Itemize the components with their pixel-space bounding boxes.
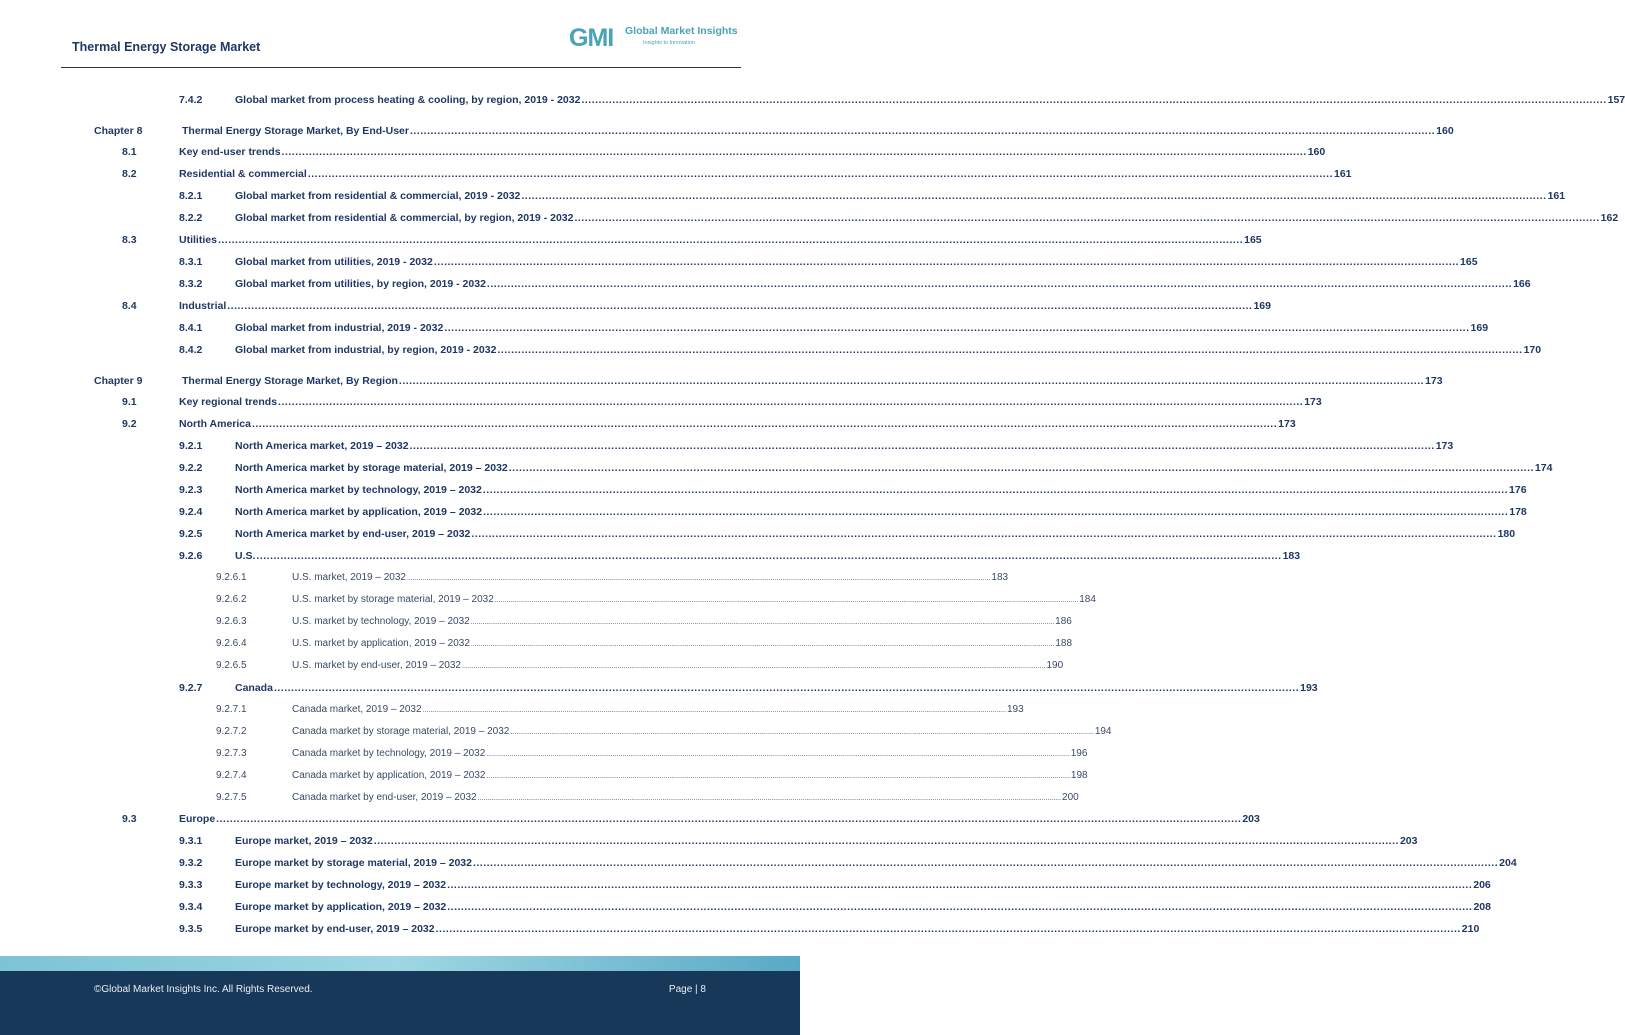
toc-entry-title: Residential & commercial [179,168,307,180]
toc-dot-leader: ............................................................................................................................................................................................................................................................................................................ [281,146,1307,158]
toc-entry-number: 8.4.2 [179,344,203,356]
toc-entry-title: U.S. market by technology, 2019 – 2032 [292,616,470,627]
toc-entry-number: 9.3 [122,813,137,825]
document-title: Thermal Energy Storage Market [72,40,261,54]
toc-entry-number: 9.2.7 [179,682,203,694]
toc-entry[interactable] [179,190,1566,206]
toc-entry[interactable] [179,322,1489,338]
toc-dot-leader: ............................................................................................................................................................................................................................................................................................................ [472,857,1499,869]
toc-entry-number: 9.2.1 [179,440,203,452]
footer-accent-band [0,956,800,972]
toc-entry[interactable] [179,94,1625,110]
footer-page-number: Page | 8 [668,984,706,995]
toc-entry-number: 8.2 [122,168,137,180]
toc-entry-number: 9.3.1 [179,835,203,847]
toc-dot-leader: ............................................................................................................................................................................................................................................................................................................ [486,278,1513,290]
toc-dot-leader: ............................................................................................................................................................................................................................................................................................................ [217,234,1244,246]
toc-entry-title: Europe market by application, 2019 – 2032 [235,901,447,913]
toc-entry-page: 178 [1509,506,1527,518]
toc-entry-page: 173 [1278,418,1296,430]
toc-entry-number: 9.3.5 [179,923,203,935]
toc-entry-title: Europe market by end-user, 2019 – 2032 [235,923,435,935]
logo-mark: GMI [569,24,614,52]
toc-entry-page: 193 [1007,704,1024,715]
toc-entry-page: 183 [991,572,1009,583]
toc-entry-title: North America market by application, 2019 – 2032 [235,506,483,518]
toc-entry-number: 9.3.4 [179,901,203,913]
toc-entry-title: Europe market by storage material, 2019 – 2032 [235,857,472,869]
toc-entry[interactable] [216,594,1096,610]
toc-dot-leader: ............................................................................................................................................................................................................................................................................................................ [483,506,1509,518]
logo-tagline: Insights to Innovation [643,40,695,46]
toc-entry-number: 9.2.7.1 [216,704,247,715]
toc-entry-page: 206 [1473,879,1491,891]
toc-dot-leader: ............................................................................................................................................................................................................................................................................................................ [398,375,1425,387]
toc-dot-leader: ............................................................................................................................................................................................................................................................................................................ [486,773,1070,780]
toc-entry[interactable] [122,146,1326,162]
toc-entry-title: North America market by end-user, 2019 – 2032 [235,528,471,540]
toc-chapter-entry[interactable] [94,375,1443,391]
toc-entry-page: 196 [1070,748,1088,759]
toc-entry-page: 160 [1307,146,1326,158]
toc-entry-title: U.S. [235,550,256,562]
toc-entry-title: Global market from residential & commercial, by region, 2019 - 2032 [235,212,574,224]
toc-entry-title: Global market from process heating & cooling, by region, 2019 - 2032 [235,94,581,106]
toc-entry[interactable] [122,168,1352,184]
toc-dot-leader: ............................................................................................................................................................................................................................................................................................................ [477,795,1062,802]
toc-entry[interactable] [216,572,1009,588]
toc-dot-leader: ............................................................................................................................................................................................................................................................................................................ [447,901,1473,913]
toc-entry-number: 9.2.2 [179,462,203,474]
toc-entry-page: 180 [1497,528,1516,540]
toc-entry[interactable] [179,256,1478,272]
toc-entry[interactable] [122,300,1271,316]
toc-dot-leader: ............................................................................................................................................................................................................................................................................................................ [482,484,1509,496]
toc-entry-title: Canada market by application, 2019 – 2032 [292,770,486,781]
toc-entry[interactable] [179,440,1454,456]
toc-entry-title: Global market from industrial, 2019 - 2032 [235,322,444,334]
toc-dot-leader: ............................................................................................................................................................................................................................................................................................................ [433,256,1460,268]
toc-entry-title: Canada market by end-user, 2019 – 2032 [292,792,477,803]
toc-entry-number: 8.4.1 [179,322,203,334]
toc-entry-title: North America [179,418,251,430]
company-logo [569,24,738,52]
toc-entry-page: 169 [1470,322,1489,334]
toc-dot-leader: ............................................................................................................................................................................................................................................................................................................ [307,168,1333,180]
toc-entry[interactable] [216,770,1088,786]
toc-entry[interactable] [179,344,1542,360]
toc-entry-page: 204 [1499,857,1517,869]
toc-entry-number: 8.3 [122,234,137,246]
toc-entry-title: North America market, 2019 – 2032 [235,440,409,452]
toc-entry[interactable] [216,616,1072,632]
toc-entry-title: Canada market by storage material, 2019 – 2032 [292,726,510,737]
toc-entry-title: Canada market, 2019 – 2032 [292,704,422,715]
toc-dot-leader: ............................................................................................................................................................................................................................................................................................................ [462,663,1046,670]
toc-entry-title: North America market by technology, 2019 – 2032 [235,484,482,496]
toc-entry-page: 210 [1461,923,1480,935]
toc-entry-page: 170 [1523,344,1542,356]
toc-dot-leader: ............................................................................................................................................................................................................................................................................................................ [471,528,1497,540]
toc-entry-number: 7.4.2 [179,94,203,106]
toc-entry-page: 157 [1607,94,1625,106]
toc-dot-leader: ............................................................................................................................................................................................................................................................................................................ [406,575,991,582]
toc-entry-page: 194 [1094,726,1112,737]
toc-entry-title: Global market from utilities, by region, 2019 - 2032 [235,278,486,290]
toc-entry-number: 9.2.4 [179,506,203,518]
toc-entry-number: 9.2.7.5 [216,792,247,803]
toc-entry-number: 8.3.2 [179,278,203,290]
toc-entry-number: 9.2.6.2 [216,594,247,605]
toc-dot-leader: ............................................................................................................................................................................................................................................................................................................ [494,597,1079,604]
toc-entry[interactable] [179,212,1619,228]
toc-dot-leader: ............................................................................................................................................................................................................................................................................................................ [251,418,1278,430]
toc-dot-leader: ............................................................................................................................................................................................................................................................................................................ [422,707,1006,714]
toc-entry-page: 186 [1055,616,1072,627]
toc-entry-title: Canada market by technology, 2019 – 2032 [292,748,486,759]
logo-name: Global Market Insights [625,25,738,37]
toc-dot-leader: ............................................................................................................................................................................................................................................................................................................ [574,212,1600,224]
toc-entry-title: U.S. market by storage material, 2019 – 2032 [292,594,494,605]
toc-dot-leader: ............................................................................................................................................................................................................................................................................................................ [497,344,1523,356]
toc-entry-page: 183 [1282,550,1301,562]
toc-entry-page: 184 [1079,594,1096,605]
toc-entry-page: 174 [1534,462,1553,474]
toc-entry-title: Canada [235,682,273,694]
toc-entry-page: 165 [1244,234,1262,246]
toc-entry-page: 166 [1513,278,1531,290]
toc-entry-title: Key regional trends [179,396,278,408]
toc-entry[interactable] [122,813,1260,829]
toc-entry-title: Utilities [179,234,217,246]
toc-entry[interactable] [216,726,1112,742]
toc-entry-title: Thermal Energy Storage Market, By Region [182,375,398,387]
toc-entry-number: 9.2.6 [179,550,203,562]
toc-entry-page: 203 [1242,813,1260,825]
toc-entry[interactable] [216,638,1073,654]
toc-dot-leader: ............................................................................................................................................................................................................................................................................................................ [447,879,1473,891]
toc-dot-leader: ............................................................................................................................................................................................................................................................................................................ [216,813,1242,825]
toc-entry-number: Chapter 9 [94,375,143,387]
footer-copyright: ©Global Market Insights Inc. All Rights Reserved. [94,984,313,995]
toc-entry-page: 198 [1070,770,1088,781]
toc-entry-page: 169 [1253,300,1271,312]
toc-entry-number: 9.2 [122,418,137,430]
toc-entry[interactable] [179,835,1418,851]
toc-entry-title: U.S. market by end-user, 2019 – 2032 [292,660,461,671]
toc-dot-leader: ............................................................................................................................................................................................................................................................................................................ [373,835,1399,847]
toc-entry-number: 8.2.2 [179,212,203,224]
toc-entry[interactable] [179,278,1531,294]
toc-entry[interactable] [179,923,1480,939]
toc-dot-leader: ............................................................................................................................................................................................................................................................................................................ [444,322,1470,334]
toc-entry-number: 9.2.6.4 [216,638,247,649]
toc-entry[interactable] [122,396,1322,412]
toc-entry-title: Key end-user trends [179,146,281,158]
toc-entry-title: Europe [179,813,216,825]
toc-dot-leader: ............................................................................................................................................................................................................................................................................................................ [521,190,1547,202]
toc-entry-number: 9.2.7.3 [216,748,247,759]
toc-entry[interactable] [122,234,1262,250]
toc-entry-number: Chapter 8 [94,125,143,137]
toc-entry-title: U.S. market by application, 2019 – 2032 [292,638,470,649]
toc-entry[interactable] [179,528,1516,544]
toc-entry-number: 9.3.2 [179,857,203,869]
toc-entry-title: Global market from industrial, by region, 2019 - 2032 [235,344,497,356]
toc-entry-number: 9.3.3 [179,879,203,891]
toc-dot-leader: ............................................................................................................................................................................................................................................................................................................ [410,125,1436,137]
toc-entry-page: 162 [1600,212,1619,224]
toc-chapter-entry[interactable] [94,125,1454,141]
toc-entry-title: Europe market, 2019 – 2032 [235,835,373,847]
toc-entry-page: 165 [1460,256,1478,268]
toc-entry[interactable] [216,748,1088,764]
toc-entry-title: Industrial [179,300,227,312]
toc-entry-page: 190 [1046,660,1064,671]
toc-entry-page: 161 [1333,168,1352,180]
toc-dot-leader: ............................................................................................................................................................................................................................................................................................................ [278,396,1304,408]
toc-entry-page: 160 [1436,125,1454,137]
toc-dot-leader: ............................................................................................................................................................................................................................................................................................................ [581,94,1607,106]
toc-entry-page: 161 [1547,190,1566,202]
toc-entry[interactable] [179,682,1318,698]
toc-entry[interactable] [179,857,1517,873]
toc-entry-title: Global market from residential & commercial, 2019 - 2032 [235,190,521,202]
toc-entry-page: 208 [1473,901,1491,913]
toc-dot-leader: ............................................................................................................................................................................................................................................................................................................ [435,923,1461,935]
toc-entry[interactable] [179,506,1527,522]
toc-entry-page: 176 [1509,484,1527,496]
toc-entry-page: 173 [1435,440,1454,452]
toc-entry-page: 200 [1062,792,1079,803]
toc-entry[interactable] [216,704,1024,720]
toc-entry-page: 173 [1425,375,1443,387]
toc-entry-number: 8.3.1 [179,256,203,268]
toc-entry-title: U.S. market, 2019 – 2032 [292,572,406,583]
page-footer [0,971,800,1035]
toc-entry[interactable] [216,792,1079,808]
toc-dot-leader: ............................................................................................................................................................................................................................................................................................................ [227,300,1253,312]
toc-entry[interactable] [179,484,1527,500]
toc-entry-number: 9.2.7.4 [216,770,247,781]
toc-dot-leader: ............................................................................................................................................................................................................................................................................................................ [273,682,1300,694]
toc-entry-number: 9.2.6.5 [216,660,247,671]
toc-dot-leader: ............................................................................................................................................................................................................................................................................................................ [256,550,1282,562]
toc-entry-page: 203 [1399,835,1418,847]
toc-dot-leader: ............................................................................................................................................................................................................................................................................................................ [508,462,1534,474]
toc-entry-number: 8.4 [122,300,137,312]
toc-dot-leader: ............................................................................................................................................................................................................................................................................................................ [486,751,1070,758]
toc-entry-number: 9.2.6.3 [216,616,247,627]
header-divider [61,67,741,68]
toc-entry-number: 9.2.6.1 [216,572,247,583]
toc-entry-number: 9.2.5 [179,528,203,540]
toc-entry-page: 173 [1304,396,1322,408]
toc-entry-page: 193 [1300,682,1318,694]
toc-entry-number: 8.1 [122,146,137,158]
toc-dot-leader: ............................................................................................................................................................................................................................................................................................................ [470,641,1055,648]
toc-entry-number: 9.1 [122,396,137,408]
toc-dot-leader: ............................................................................................................................................................................................................................................................................................................ [510,729,1094,736]
toc-entry[interactable] [179,901,1491,917]
toc-entry-page: 188 [1055,638,1073,649]
toc-entry[interactable] [179,550,1301,566]
toc-entry-title: Global market from utilities, 2019 - 2032 [235,256,433,268]
toc-dot-leader: ............................................................................................................................................................................................................................................................................................................ [409,440,1435,452]
toc-entry-title: Europe market by technology, 2019 – 2032 [235,879,447,891]
toc-entry[interactable] [179,879,1491,895]
toc-entry[interactable] [122,418,1296,434]
toc-entry[interactable] [216,660,1064,676]
toc-entry-title: North America market by storage material, 2019 – 2032 [235,462,508,474]
toc-entry[interactable] [179,462,1553,478]
toc-dot-leader: ............................................................................................................................................................................................................................................................................................................ [470,619,1055,626]
toc-entry-number: 9.2.7.2 [216,726,247,737]
toc-entry-title: Thermal Energy Storage Market, By End-User [182,125,409,137]
toc-entry-number: 8.2.1 [179,190,203,202]
toc-entry-number: 9.2.3 [179,484,203,496]
